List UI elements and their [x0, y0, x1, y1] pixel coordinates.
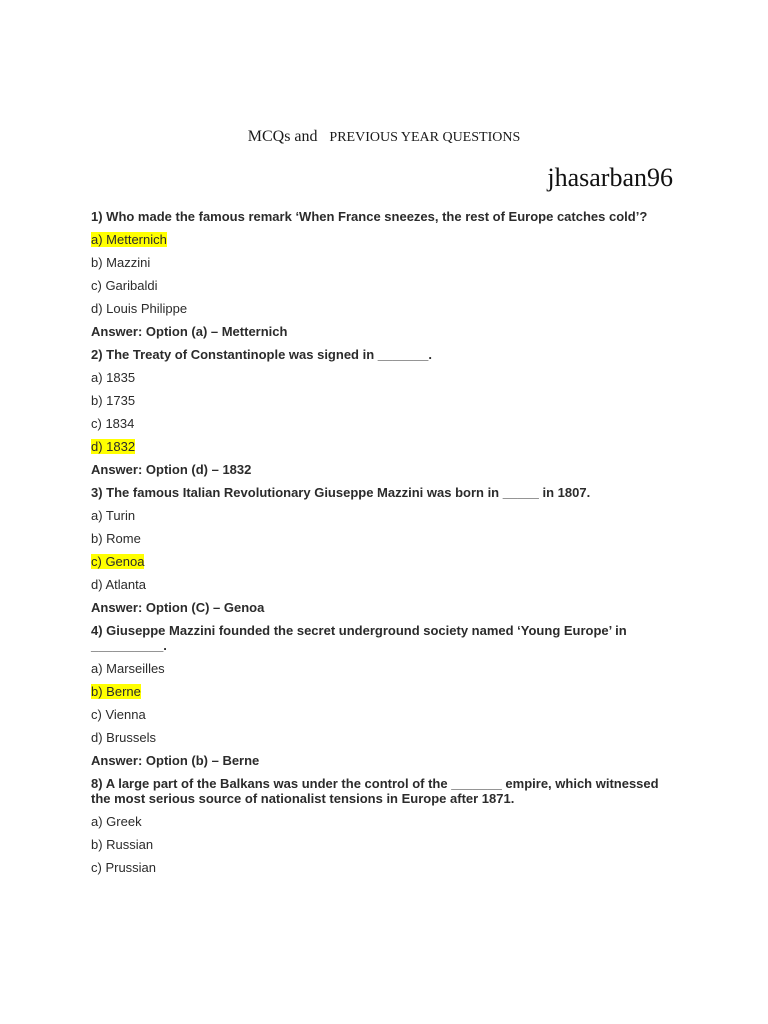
option-row — [91, 814, 681, 829]
option-text: c) Garibaldi — [91, 278, 158, 293]
option-row — [91, 860, 681, 875]
option-row — [91, 232, 681, 247]
option-text: b) Rome — [91, 531, 141, 546]
answer-text: Answer: Option (b) – Berne — [91, 753, 260, 768]
option-row — [91, 278, 681, 293]
answer-text: Answer: Option (a) – Metternich — [91, 324, 288, 339]
option-text: d) Atlanta — [91, 577, 146, 592]
page-title — [0, 128, 768, 146]
option-text: d) Louis Philippe — [91, 301, 188, 316]
option-text: a) Marseilles — [91, 661, 165, 676]
option-text: d) Brussels — [91, 730, 157, 745]
option-row — [91, 508, 681, 523]
highlighted-option: d) 1832 — [91, 439, 136, 454]
question-block — [91, 485, 681, 615]
option-row — [91, 393, 681, 408]
option-row — [91, 301, 681, 316]
question-text: 4) Giuseppe Mazzini founded the secret underground society named ‘Young Europe’ in __________. — [91, 623, 627, 653]
option-text: a) 1835 — [91, 370, 136, 385]
question-list — [91, 209, 681, 883]
option-row — [91, 684, 681, 699]
highlighted-option: b) Berne — [91, 684, 141, 699]
option-row — [91, 730, 681, 745]
title-part1: MCQs and — [247, 128, 318, 145]
question-block — [91, 776, 681, 875]
question-text: 3) The famous Italian Revolutionary Giuseppe Mazzini was born in _____ in 1807. — [91, 485, 591, 500]
option-row — [91, 439, 681, 454]
option-text: c) Prussian — [91, 860, 157, 875]
author-name: jhasarban96 — [547, 163, 673, 192]
question-text: 2) The Treaty of Constantinople was signed in _______. — [91, 347, 432, 362]
option-row — [91, 416, 681, 431]
question-block — [91, 347, 681, 477]
option-row — [91, 531, 681, 546]
option-text: c) 1834 — [91, 416, 135, 431]
option-row — [91, 577, 681, 592]
highlighted-option: a) Metternich — [91, 232, 167, 247]
option-row — [91, 661, 681, 676]
question-block — [91, 209, 681, 339]
answer-text: Answer: Option (d) – 1832 — [91, 462, 252, 477]
option-text: a) Turin — [91, 508, 136, 523]
option-text: a) Greek — [91, 814, 142, 829]
highlighted-option: c) Genoa — [91, 554, 145, 569]
option-row — [91, 707, 681, 722]
option-row — [91, 554, 681, 569]
answer-text: Answer: Option (C) – Genoa — [91, 600, 265, 615]
option-text: b) 1735 — [91, 393, 136, 408]
question-text: 8) A large part of the Balkans was under the control of the _______ empire, which witnessed the most serious source of nationalist tensions in Europe after 1871. — [91, 776, 659, 806]
option-text: c) Vienna — [91, 707, 146, 722]
option-text: b) Mazzini — [91, 255, 151, 270]
option-row — [91, 255, 681, 270]
question-text: 1) Who made the famous remark ‘When France sneezes, the rest of Europe catches cold’? — [91, 209, 648, 224]
option-row — [91, 370, 681, 385]
option-text: b) Russian — [91, 837, 154, 852]
title-part2: PREVIOUS YEAR QUESTIONS — [329, 130, 521, 145]
option-row — [91, 837, 681, 852]
question-block — [91, 623, 681, 768]
